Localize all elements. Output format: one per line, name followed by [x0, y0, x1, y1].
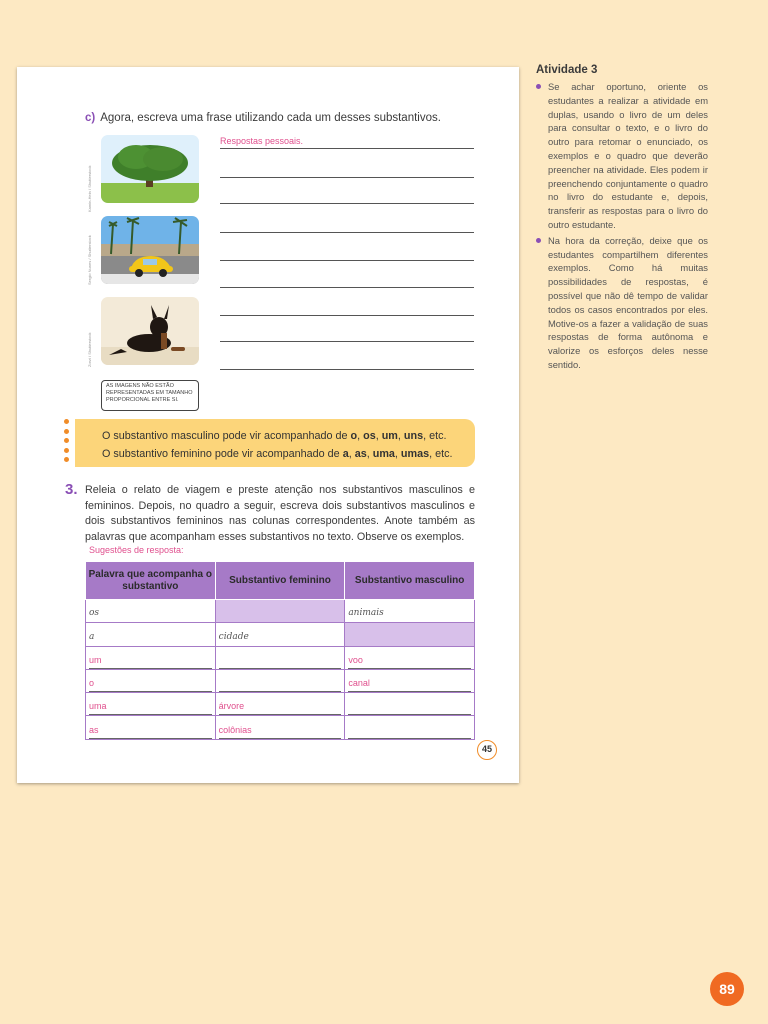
outer-page-number: 89 — [710, 972, 744, 1006]
photo-credit: Zorzi / Shutterstock — [87, 332, 92, 367]
table-header: Substantivo feminino — [215, 562, 345, 600]
answer-line — [220, 203, 474, 204]
question-letter: c) — [85, 112, 96, 124]
table-cell: animais — [348, 608, 384, 619]
photo-credit: Kamin-Hein / Shutterstock — [87, 165, 92, 212]
answer-line — [220, 232, 474, 233]
student-page — [17, 67, 519, 783]
table-header: Palavra que acompanha o substantivo — [86, 562, 216, 600]
suggestion-label: Sugestões de resposta: — [89, 545, 184, 555]
table-cell — [219, 678, 342, 692]
answer-line — [220, 260, 474, 261]
answer-line — [220, 341, 474, 342]
answer-line — [220, 315, 474, 316]
table-row — [86, 669, 475, 692]
table-header: Substantivo masculino — [345, 562, 475, 600]
table-cell — [348, 632, 471, 646]
answer-line — [220, 177, 474, 178]
list-item: Na hora da correção, deixe que os estudantes compartilhem diferentes exemplos. Como há muitas possibilidades de respostas, é possível que não dê tempo de validar todos os casos encontrados por eles. Motive-os a fazer a validação de suas respostas de forma autônoma e valorize os esforços deles nesse sentido. — [536, 234, 708, 372]
table-cell — [219, 655, 342, 669]
rule-masculine: O substantivo masculino pode vir acompanhado de o, os, um, uns, etc. — [102, 430, 447, 442]
answer-line — [220, 148, 474, 149]
page-number: 45 — [477, 740, 497, 760]
question-c-text: Agora, escreva uma frase utilizando cada um desses substantivos. — [100, 112, 441, 124]
table-row — [86, 693, 475, 716]
table-cell: colônias — [219, 725, 342, 739]
table-cell — [219, 608, 342, 622]
table-row — [86, 646, 475, 669]
answer-line — [220, 287, 474, 288]
table-cell — [348, 701, 471, 715]
dog-photo — [101, 297, 199, 365]
table-cell: um — [89, 655, 212, 669]
answer-line — [220, 369, 474, 370]
table-row — [86, 716, 475, 739]
list-item: Se achar oportuno, oriente os estudantes a realizar a atividade em duplas, usando o livro de um deles para consultar o texto, e o livro do outro para retomar o enunciado, os exemplos e o quadro que deverão preencher na atividade. Eles podem ir preenchendo conjuntamente o quadro no livro do estudante e, depois, transferir as respostas para o livro do outro estudante. — [536, 80, 708, 232]
table-cell: voo — [348, 655, 471, 669]
photo-credit: Sergio Nunes / Shutterstock — [87, 235, 92, 285]
image-scale-note: AS IMAGENS NÃO ESTÃO REPRESENTADAS EM TAMANHO PROPORCIONAL ENTRE SI. — [101, 380, 199, 411]
table-cell — [348, 725, 471, 739]
table-cell: árvore — [219, 701, 342, 715]
sidebar-title: Atividade 3 — [536, 64, 598, 76]
table-cell: uma — [89, 701, 212, 715]
table-header-row — [86, 562, 475, 600]
table-cell: cidade — [218, 631, 249, 642]
tree-photo — [101, 135, 199, 203]
table-cell: as — [89, 725, 212, 739]
teacher-sidebar — [536, 64, 708, 374]
rule-feminine: O substantivo feminino pode vir acompanhado de a, as, uma, umas, etc. — [102, 448, 453, 460]
table-row — [86, 623, 475, 646]
table-cell: o — [89, 678, 212, 692]
answer-hint: Respostas pessoais. — [220, 136, 304, 146]
table-cell: os — [89, 608, 100, 619]
question-3-text: Releia o relato de viagem e preste atenção nos substantivos masculinos e femininos. Depois, no quadro a seguir, escreva dois substantivos masculinos e dois substantivos femininos nas colunas correspondentes. Anote também as palavras que acompanham esses substantivos no texto. Observe os exemplos. — [85, 484, 475, 543]
question-c — [85, 112, 441, 124]
table-cell: a — [89, 631, 95, 642]
car-photo — [101, 216, 199, 284]
grammar-rule-box — [75, 419, 475, 467]
table-row — [86, 600, 475, 623]
decorative-dots — [64, 419, 72, 467]
sidebar-list — [536, 80, 708, 372]
table-cell: canal — [348, 678, 471, 692]
question-3-number: 3. — [65, 481, 78, 498]
answer-table — [85, 561, 475, 740]
